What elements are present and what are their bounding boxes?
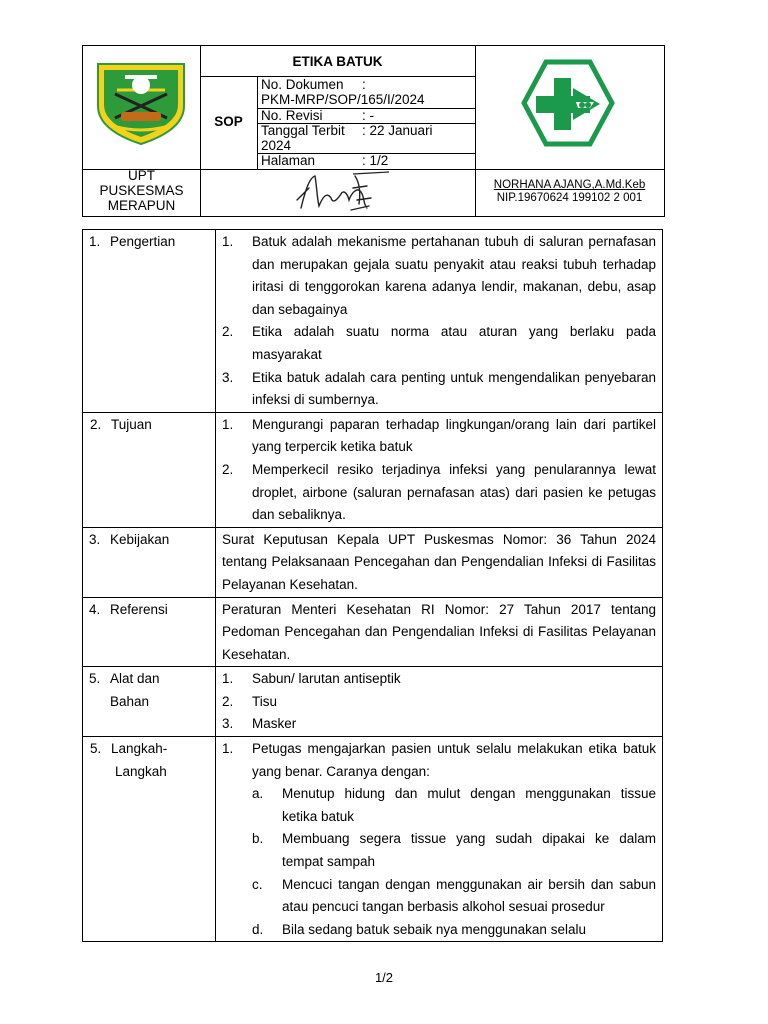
- row-content-cell: [216, 230, 663, 413]
- table-row: [83, 667, 663, 737]
- row-label-cell: [83, 597, 216, 667]
- table-row: [83, 230, 663, 413]
- list-item: [222, 668, 656, 691]
- sub-list-item: [252, 783, 656, 828]
- row-label-cont: Langkah: [115, 763, 167, 779]
- sub-item-letter: d.: [252, 921, 264, 937]
- unit-line-3: MERAPUN: [107, 198, 176, 213]
- doc-number-cell: No. Dokumen : PKM-MRP/SOP/165/I/2024: [261, 77, 473, 107]
- sub-list-item: [252, 919, 656, 942]
- item-number: 3.: [222, 716, 234, 732]
- row-label-cell: [83, 230, 216, 413]
- item-number: 2.: [222, 324, 234, 340]
- reference-text: Peraturan Menteri Kesehatan RI Nomor: 27 Tahun 2017 tentang Pedoman Pencegahan dan Pengendalian Infeksi di Fasilitas Pelayanan Kesehatan.: [222, 601, 656, 662]
- issue-date-label: Tanggal Terbit: [261, 123, 345, 138]
- sop-label: SOP: [214, 114, 243, 129]
- item-text: Petugas mengajarkan pasien untuk selalu melakukan etika batuk yang benar. Caranya dengan:: [252, 741, 656, 779]
- page-label: Halaman: [261, 153, 316, 168]
- table-row: [83, 412, 663, 527]
- sub-item-text: Membuang segera tissue yang sudah dipakai ke dalam tempat sampah: [282, 831, 656, 870]
- row-number: 1.: [89, 234, 101, 249]
- item-text: Etika adalah suatu norma atau aturan yang berlaku pada masyarakat: [252, 324, 656, 362]
- page-cell: Halaman : 1/2: [261, 153, 389, 168]
- item-number: 1.: [222, 234, 234, 249]
- sub-item-letter: a.: [252, 786, 264, 802]
- row-number: 5.: [89, 671, 101, 687]
- row-label-cell: [83, 667, 216, 737]
- row-label-cell: [83, 412, 216, 527]
- table-row: [83, 737, 663, 942]
- signer-block: [475, 179, 664, 205]
- row-label-cell: [83, 737, 216, 942]
- list-item: [222, 713, 656, 736]
- sub-item-text: Menutup hidung dan mulut dengan menggunakan tissue ketika batuk: [282, 786, 656, 824]
- sop-content-table: [82, 229, 663, 942]
- row-content-cell: [216, 597, 663, 667]
- item-number: 1.: [222, 671, 234, 687]
- row-content-cell: [216, 667, 663, 737]
- row-number: 5.: [90, 741, 102, 757]
- list-item: [222, 738, 656, 783]
- policy-text: Surat Keputusan Kepala UPT Puskesmas Nomor: 36 Tahun 2024 tentang Pelaksanaan Pencegahan dan Pengendalian Infeksi di Fasilitas Pelayanan Kesehatan.: [222, 531, 656, 592]
- list-item: [222, 459, 656, 527]
- regional-emblem-logo: [95, 60, 187, 149]
- sub-item-text: Bila sedang batuk sebaik nya menggunakan selalu: [282, 921, 586, 937]
- list-item: [222, 414, 656, 459]
- list-item: [222, 321, 656, 366]
- doc-number-value: PKM-MRP/SOP/165/I/2024: [261, 92, 425, 107]
- item-text: Tisu: [252, 693, 278, 709]
- item-text: Masker: [252, 716, 297, 732]
- unit-line-2: PUSKESMAS: [99, 183, 184, 198]
- doc-number-label: No. Dokumen: [261, 77, 344, 92]
- row-label-cell: [83, 527, 216, 597]
- row-label: Pengertian: [110, 234, 176, 249]
- item-number: 1.: [222, 416, 234, 432]
- revision-label: No. Revisi: [261, 108, 323, 123]
- sub-item-text: Mencuci tangan dengan menggunakan air bersih dan sabun atau pencuci tangan berbasis alkohol sesuai prosedur: [282, 876, 656, 915]
- page-number: 1/2: [374, 970, 394, 985]
- sub-list-item: [252, 828, 656, 873]
- sop-header-table: [82, 45, 665, 217]
- item-text: Sabun/ larutan antiseptik: [252, 671, 401, 687]
- item-number: 3.: [222, 369, 234, 385]
- sub-item-letter: b.: [252, 831, 264, 847]
- item-text: Mengurangi paparan terhadap lingkungan/orang lain dari partikel yang terpercik ketika batuk: [252, 416, 656, 455]
- revision-cell: No. Revisi : -: [261, 108, 375, 123]
- list-item: [222, 367, 656, 412]
- row-number: 4.: [89, 601, 101, 617]
- list-item: [222, 231, 656, 321]
- unit-name: [83, 168, 200, 213]
- row-content-cell: [216, 737, 663, 942]
- item-text: Batuk adalah mekanisme pertahanan tubuh di saluran pernafasan dan merupakan gejala suatu penyakit atau reaksi tubuh terhadap iritasi di tenggorokan karena adanya lendir, makanan, debu, asap dan sebagainya: [252, 234, 656, 317]
- revision-value: -: [369, 108, 375, 123]
- page-value: 1/2: [369, 153, 389, 168]
- issue-date-year: 2024: [261, 138, 292, 153]
- item-number: 2.: [222, 461, 234, 477]
- row-label: Alat dan: [110, 671, 160, 687]
- sub-item-letter: c.: [252, 876, 263, 892]
- signature-image: [295, 170, 395, 217]
- row-label: Kebijakan: [110, 531, 170, 547]
- row-label-cont: Bahan: [110, 693, 150, 709]
- item-number: 1.: [222, 741, 234, 757]
- signer-nip: NIP.19670624 199102 2 001: [496, 192, 643, 204]
- unit-line-1: UPT: [128, 168, 155, 183]
- row-label: Langkah-: [111, 741, 168, 757]
- row-number: 2.: [90, 416, 102, 432]
- puskesmas-logo: [520, 58, 616, 151]
- item-text: Etika batuk adalah cara penting untuk mengendalikan penyebaran infeksi di sumbernya.: [252, 369, 656, 408]
- table-row: [83, 597, 663, 667]
- row-label: Referensi: [110, 601, 168, 617]
- list-item: [222, 691, 656, 714]
- issue-date-cell: Tanggal Terbit : 22 Januari 2024: [261, 123, 473, 153]
- document-title: ETIKA BATUK: [292, 54, 383, 69]
- row-content-cell: [216, 527, 663, 597]
- row-number: 3.: [89, 531, 101, 547]
- row-label: Tujuan: [111, 416, 152, 432]
- item-text: Memperkecil resiko terjadinya infeksi yang penularannya lewat droplet, airbone (saluran pernafasan atas) dari pasien ke petugas dan sebaliknya.: [252, 461, 656, 523]
- table-row: [83, 527, 663, 597]
- item-number: 2.: [222, 693, 234, 709]
- issue-date-value: 22 Januari: [369, 123, 433, 138]
- signer-name: NORHANA AJANG,A.Md.Keb: [493, 179, 646, 191]
- sub-list-item: [252, 874, 656, 919]
- row-content-cell: [216, 412, 663, 527]
